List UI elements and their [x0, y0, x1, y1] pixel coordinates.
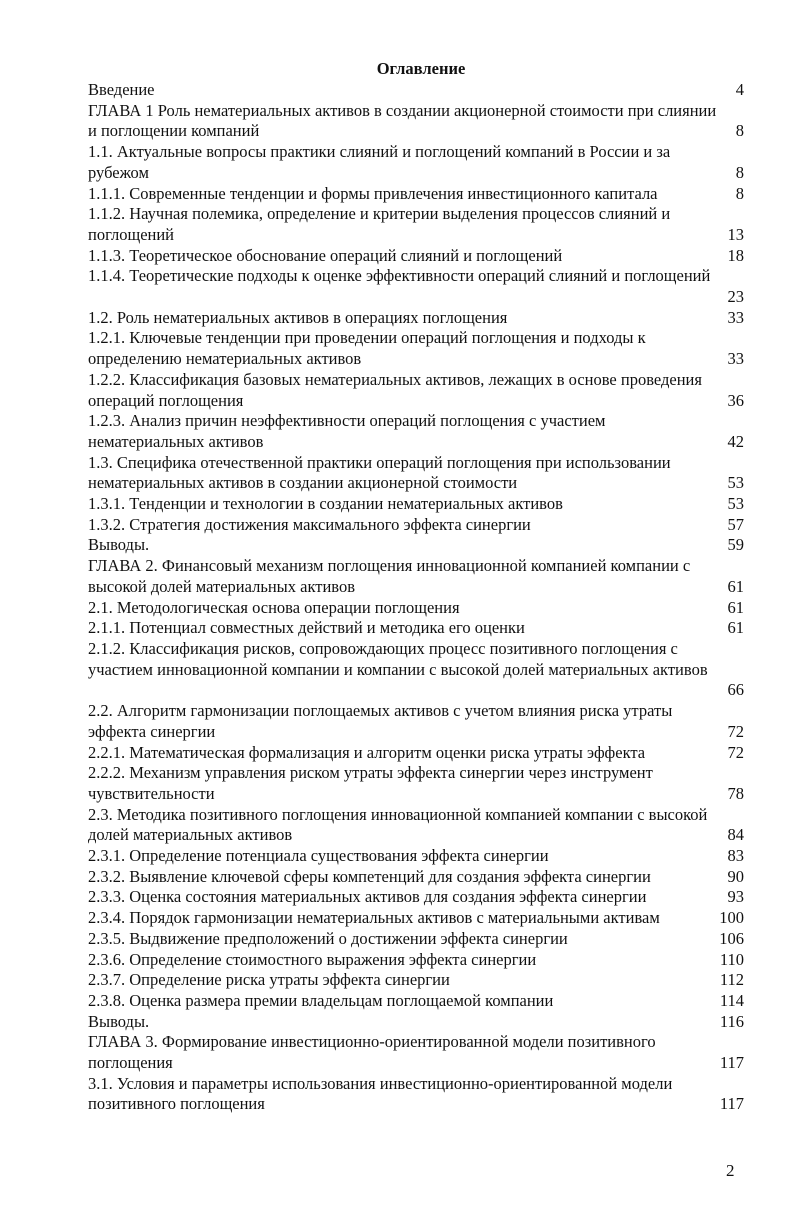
toc-entry-page: 90: [727, 866, 744, 886]
toc-entry-page: 59: [727, 535, 744, 555]
toc-entry-text: 2.3. Методика позитивного поглощения инновационной компанией компании с высокой долей материальных активов: [88, 804, 708, 845]
toc-entry-text: 2.3.2. Выявление ключевой сферы компетенций для создания эффекта синергии: [88, 866, 651, 886]
toc-entry: [88, 867, 744, 888]
toc-entry-text: 2.3.3. Оценка состояния материальных активов для создания эффекта синергии: [88, 887, 647, 907]
toc-entry-text: 1.2.1. Ключевые тенденции при проведении операций поглощения и подходы к определению нематериальных активов: [88, 328, 646, 369]
toc-entry-text: 1.1.4. Теоретические подходы к оценке эффективности операций слияний и поглощений: [88, 266, 711, 286]
toc-entry-text: ГЛАВА 3. Формирование инвестиционно-ориентированной модели позитивного поглощения: [88, 1032, 656, 1073]
toc-entry: [88, 515, 744, 536]
toc-entry-text: Выводы.: [88, 535, 150, 555]
toc-entry-text: 2.3.4. Порядок гармонизации нематериальных активов с материальными активам: [88, 908, 660, 928]
toc-entry: [88, 556, 744, 597]
toc-entry-page: 61: [727, 597, 744, 617]
toc-entry: [88, 411, 744, 452]
toc-entry: [88, 991, 744, 1012]
toc-entry: [88, 846, 744, 867]
toc-entry-text: 2.3.8. Оценка размера премии владельцам поглощаемой компании: [88, 990, 554, 1010]
toc-entry-list: [88, 80, 744, 1115]
toc-entry-text: 1.3. Специфика отечественной практики операций поглощения при использовании нематериальных активов в создании акционерной стоимости: [88, 452, 671, 493]
toc-entry-page: 78: [727, 783, 744, 803]
toc-entry: [88, 204, 744, 245]
toc-entry: [88, 308, 744, 329]
toc-entry-text: 1.1.2. Научная полемика, определение и критерии выделения процессов слияний и поглощений: [88, 204, 671, 244]
toc-entry-page: 8: [735, 121, 744, 141]
toc-entry: [88, 101, 744, 142]
toc-entry-text: 2.2.1. Математическая формализация и алгоритм оценки риска утраты эффекта: [88, 742, 646, 762]
toc-entry: [88, 805, 744, 846]
toc-entry-text: ГЛАВА 2. Финансовый механизм поглощения инновационной компанией компании с высокой долей материальных активов: [88, 556, 691, 596]
toc-entry-page: 33: [727, 349, 744, 369]
toc-entry-page: 53: [727, 494, 744, 514]
toc-entry-text: 1.1.1. Современные тенденции и формы привлечения инвестиционного капитала: [88, 183, 658, 203]
toc-entry-text: 2.3.7. Определение риска утраты эффекта синергии: [88, 970, 450, 990]
toc-entry: [88, 1012, 744, 1033]
toc-entry-text: 2.2. Алгоритм гармонизации поглощаемых активов с учетом влияния риска утраты эффекта синергии: [88, 701, 673, 741]
toc-entry-page: 114: [719, 990, 744, 1010]
toc-entry-page: 116: [719, 1011, 744, 1031]
toc-entry-page: 53: [727, 473, 744, 493]
toc-entry: [88, 370, 744, 411]
toc-entry: [88, 701, 744, 742]
toc-entry: [88, 80, 744, 101]
toc-entry: [88, 598, 744, 619]
toc-entry-page: 33: [727, 307, 744, 327]
toc-entry-page: 42: [727, 431, 744, 451]
toc-entry: [88, 950, 744, 971]
toc-entry-page: 84: [727, 825, 744, 845]
toc-entry-text: 2.3.5. Выдвижение предположений о достижении эффекта синергии: [88, 928, 568, 948]
toc-entry: [88, 266, 744, 307]
toc-entry-text: 1.1.3. Теоретическое обоснование операций слияний и поглощений: [88, 245, 563, 265]
toc-entry-page: 23: [727, 287, 744, 307]
toc-entry-text: ГЛАВА 1 Роль нематериальных активов в создании акционерной стоимости при слиянии и поглощении компаний: [88, 100, 717, 141]
toc-entry-page: 112: [719, 970, 744, 990]
toc-entry-text: 3.1. Условия и параметры использования инвестиционно-ориентированной модели позитивного поглощения: [88, 1073, 673, 1114]
toc-entry-page: 61: [727, 618, 744, 638]
toc-entry-text: 2.1. Методологическая основа операции поглощения: [88, 597, 460, 617]
toc-entry-text: 1.2.2. Классификация базовых нематериальных активов, лежащих в основе проведения операций поглощения: [88, 369, 702, 410]
toc-entry: [88, 639, 744, 701]
toc-entry-page: 117: [719, 1094, 744, 1114]
table-of-contents: [88, 58, 744, 1115]
toc-entry-page: 110: [719, 949, 744, 969]
toc-entry: [88, 763, 744, 804]
toc-entry: [88, 743, 744, 764]
toc-entry: [88, 246, 744, 267]
toc-entry-page: 4: [735, 80, 744, 99]
toc-entry-page: 72: [727, 721, 744, 741]
toc-entry-page: 13: [727, 224, 744, 244]
toc-entry-page: 66: [727, 680, 744, 700]
toc-entry: [88, 453, 744, 494]
toc-entry-page: 36: [727, 390, 744, 410]
toc-entry-page: 83: [727, 846, 744, 866]
toc-entry-page: 93: [727, 887, 744, 907]
toc-entry: [88, 618, 744, 639]
toc-entry-text: 1.2.3. Анализ причин неэффективности операций поглощения с участием нематериальных активов: [88, 411, 606, 451]
page-number: 2: [726, 1161, 735, 1180]
toc-entry-text: 2.1.1. Потенциал совместных действий и методика его оценки: [88, 618, 525, 638]
toc-entry-page: 106: [719, 928, 744, 948]
toc-entry-text: 1.3.2. Стратегия достижения максимального эффекта синергии: [88, 514, 531, 534]
toc-entry: [88, 184, 744, 205]
toc-entry: [88, 970, 744, 991]
toc-entry-text: 2.3.1. Определение потенциала существования эффекта синергии: [88, 846, 549, 866]
toc-entry-page: 61: [727, 576, 744, 596]
toc-entry-text: 2.1.2. Классификация рисков, сопровождающих процесс позитивного поглощения с участием инновационной компании и компании с высокой долей материальных активов: [88, 638, 708, 679]
toc-entry: [88, 328, 744, 369]
toc-entry-text: 2.3.6. Определение стоимостного выражения эффекта синергии: [88, 949, 537, 969]
toc-entry-page: 8: [735, 162, 744, 182]
toc-entry: [88, 142, 744, 183]
toc-entry-text: 1.1. Актуальные вопросы практики слияний и поглощений компаний в России и за рубежом: [88, 142, 671, 182]
toc-entry: [88, 908, 744, 929]
toc-entry-text: 1.3.1. Тенденции и технологии в создании нематериальных активов: [88, 494, 563, 514]
toc-entry-page: 72: [727, 742, 744, 762]
toc-entry-text: Выводы.: [88, 1011, 150, 1031]
toc-entry-page: 18: [727, 245, 744, 265]
toc-entry-text: Введение: [88, 80, 155, 99]
toc-entry: [88, 1074, 744, 1115]
toc-entry: [88, 494, 744, 515]
toc-entry: [88, 929, 744, 950]
toc-entry: [88, 1032, 744, 1073]
toc-entry: [88, 535, 744, 556]
toc-entry: [88, 887, 744, 908]
toc-entry-text: 2.2.2. Механизм управления риском утраты эффекта синергии через инструмент чувствительности: [88, 763, 653, 803]
toc-entry-page: 8: [735, 183, 744, 203]
toc-entry-page: 57: [727, 514, 744, 534]
toc-entry-page: 117: [719, 1053, 744, 1073]
toc-entry-page: 100: [719, 908, 744, 928]
toc-title: Оглавление: [376, 59, 466, 78]
toc-entry-text: 1.2. Роль нематериальных активов в операциях поглощения: [88, 307, 508, 327]
